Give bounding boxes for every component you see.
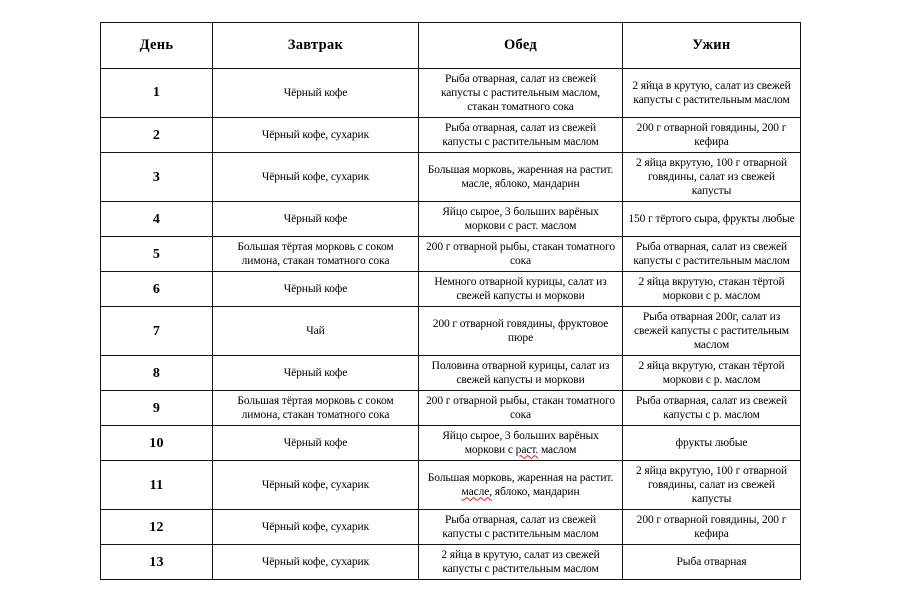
cell-day: 6: [101, 272, 213, 307]
cell-lunch: 200 г отварной рыбы, стакан томатного сока: [419, 237, 623, 272]
cell-lunch: Рыба отварная, салат из свежей капусты с растительным маслом: [419, 510, 623, 545]
cell-lunch: 200 г отварной рыбы, стакан томатного сока: [419, 391, 623, 426]
cell-breakfast: Чёрный кофе, сухарик: [213, 545, 419, 580]
cell-dinner: 2 яйца вкрутую, 100 г отварной говядины, салат из свежей капусты: [623, 153, 801, 202]
table-row: [101, 202, 801, 237]
column-header-breakfast: Завтрак: [213, 23, 419, 69]
cell-day: 3: [101, 153, 213, 202]
cell-breakfast: Чёрный кофе: [213, 202, 419, 237]
cell-day: 12: [101, 510, 213, 545]
column-header-lunch: Обед: [419, 23, 623, 69]
table-row: [101, 426, 801, 461]
table-row: [101, 545, 801, 580]
table-body: [101, 69, 801, 580]
cell-lunch: Яйцо сырое, 3 больших варёных моркови с раст. маслом: [419, 202, 623, 237]
cell-dinner: 200 г отварной говядины, 200 г кефира: [623, 118, 801, 153]
cell-lunch: Рыба отварная, салат из свежей капусты с растительным маслом: [419, 118, 623, 153]
cell-lunch: 2 яйца в крутую, салат из свежей капусты с растительным маслом: [419, 545, 623, 580]
cell-dinner: 2 яйца вкрутую, 100 г отварной говядины, салат из свежей капусты: [623, 461, 801, 510]
column-header-dinner: Ужин: [623, 23, 801, 69]
diet-table-container: [100, 22, 800, 580]
cell-dinner: 200 г отварной говядины, 200 г кефира: [623, 510, 801, 545]
cell-dinner: Рыба отварная, салат из свежей капусты с р. маслом: [623, 391, 801, 426]
spellcheck-underline: раст.: [515, 444, 539, 457]
diet-schedule-table: [100, 22, 801, 580]
table-row: [101, 118, 801, 153]
cell-day: 10: [101, 426, 213, 461]
cell-breakfast: Чёрный кофе: [213, 426, 419, 461]
cell-day: 8: [101, 356, 213, 391]
table-row: [101, 307, 801, 356]
table-row: [101, 69, 801, 118]
table-row: [101, 356, 801, 391]
cell-dinner: 2 яйца вкрутую, стакан тёртой моркови с р. маслом: [623, 272, 801, 307]
cell-breakfast: Чёрный кофе: [213, 69, 419, 118]
cell-day: 7: [101, 307, 213, 356]
cell-breakfast: Большая тёртая морковь с соком лимона, стакан томатного сока: [213, 237, 419, 272]
cell-breakfast: Большая тёртая морковь с соком лимона, стакан томатного сока: [213, 391, 419, 426]
cell-dinner: 150 г тёртого сыра, фрукты любые: [623, 202, 801, 237]
table-header: [101, 23, 801, 69]
table-row: [101, 237, 801, 272]
cell-day: 9: [101, 391, 213, 426]
cell-breakfast: Чёрный кофе, сухарик: [213, 153, 419, 202]
table-row: [101, 153, 801, 202]
cell-day: 1: [101, 69, 213, 118]
cell-breakfast: Чёрный кофе: [213, 356, 419, 391]
cell-lunch: Немного отварной курицы, салат из свежей капусты и моркови: [419, 272, 623, 307]
table-row: [101, 461, 801, 510]
cell-dinner: 2 яйца вкрутую, стакан тёртой моркови с р. маслом: [623, 356, 801, 391]
cell-dinner: Рыба отварная 200г, салат из свежей капусты с растительным маслом: [623, 307, 801, 356]
table-row: [101, 391, 801, 426]
spellcheck-underline: масле,: [461, 486, 493, 499]
table-header-row: [101, 23, 801, 69]
cell-dinner: 2 яйца в крутую, салат из свежей капусты с растительным маслом: [623, 69, 801, 118]
cell-lunch: Большая морковь, жаренная на растит. масле, яблоко, мандарин: [419, 461, 623, 510]
cell-day: 2: [101, 118, 213, 153]
cell-day: 5: [101, 237, 213, 272]
table-row: [101, 510, 801, 545]
cell-breakfast: Чай: [213, 307, 419, 356]
cell-lunch: Яйцо сырое, 3 больших варёных моркови с раст. маслом: [419, 426, 623, 461]
cell-dinner: Рыба отварная, салат из свежей капусты с растительным маслом: [623, 237, 801, 272]
cell-lunch: Большая морковь, жаренная на растит. масле, яблоко, мандарин: [419, 153, 623, 202]
cell-lunch: 200 г отварной говядины, фруктовое пюре: [419, 307, 623, 356]
cell-day: 13: [101, 545, 213, 580]
cell-dinner: Рыба отварная: [623, 545, 801, 580]
cell-breakfast: Чёрный кофе, сухарик: [213, 510, 419, 545]
table-row: [101, 272, 801, 307]
cell-breakfast: Чёрный кофе, сухарик: [213, 118, 419, 153]
cell-dinner: фрукты любые: [623, 426, 801, 461]
cell-day: 11: [101, 461, 213, 510]
column-header-day: День: [101, 23, 213, 69]
cell-lunch: Половина отварной курицы, салат из свежей капусты и моркови: [419, 356, 623, 391]
cell-breakfast: Чёрный кофе: [213, 272, 419, 307]
cell-lunch: Рыба отварная, салат из свежей капусты с растительным маслом, стакан томатного сока: [419, 69, 623, 118]
cell-day: 4: [101, 202, 213, 237]
cell-breakfast: Чёрный кофе, сухарик: [213, 461, 419, 510]
